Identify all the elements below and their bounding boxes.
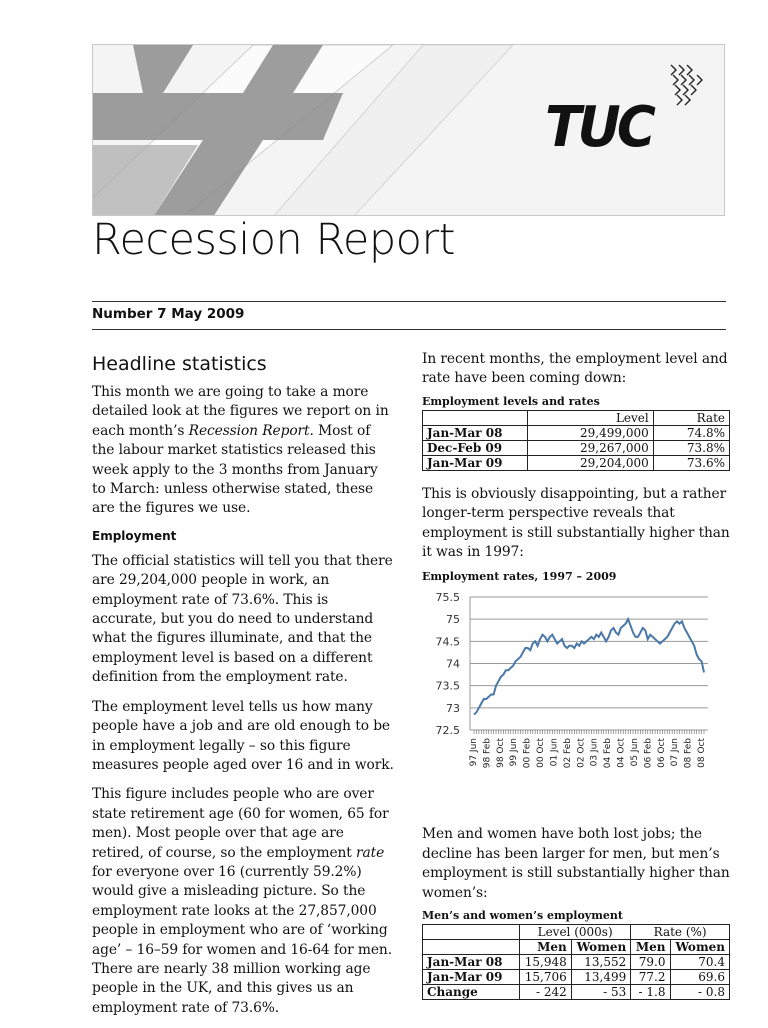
table-cell: 29,267,000 bbox=[528, 440, 654, 455]
table2-caption: Men’s and women’s employment bbox=[422, 909, 623, 923]
y-tick-label: 75 bbox=[446, 613, 460, 627]
table-header-row bbox=[423, 940, 730, 955]
table-header-cell: Men bbox=[520, 940, 572, 955]
x-tick-label: 97 Jun bbox=[469, 738, 479, 767]
y-tick-label: 73.5 bbox=[435, 680, 460, 694]
table-cell: 13,552 bbox=[571, 955, 630, 970]
employment-levels-table bbox=[422, 410, 730, 471]
table-header-cell: Women bbox=[571, 940, 630, 955]
logo-arrows bbox=[671, 65, 702, 105]
table-header-cell: Women bbox=[670, 940, 730, 955]
x-tick-label: 06 Feb bbox=[643, 738, 654, 769]
y-tick-label: 74 bbox=[446, 657, 460, 671]
bottom-rule bbox=[92, 329, 726, 330]
x-tick-label: 99 Jun bbox=[509, 738, 520, 767]
y-tick-label: 73 bbox=[446, 702, 460, 716]
paragraph-recent-months: In recent months, the employment level and rate have been coming down: bbox=[422, 351, 728, 387]
table-cell: Jan-Mar 09 bbox=[423, 970, 520, 985]
table-header-cell: Men bbox=[631, 940, 670, 955]
table-cell: 74.8% bbox=[653, 425, 729, 440]
x-tick-label: 98 Feb bbox=[482, 738, 493, 769]
employment-rate-chart bbox=[422, 591, 730, 801]
x-tick-label: 03 Jun bbox=[589, 738, 600, 767]
table-header-cell: Rate bbox=[653, 410, 729, 425]
issue-number: Number 7 May 2009 bbox=[92, 306, 245, 322]
intro-paragraph: This month we are going to take a more detailed look at the figures we report on in each month’s Recession Report. Most of the labour market statistics released this week apply to the 3 months from January to March: unless otherwise stated, these are the figures we use. bbox=[92, 384, 389, 517]
table-cell: Jan-Mar 08 bbox=[423, 955, 520, 970]
table-row bbox=[423, 440, 730, 455]
paragraph-men-women: Men and women have both lost jobs; the decline has been larger for men, but men’s employment is still substantially higher than women’s: bbox=[422, 826, 730, 901]
table-cell: 79.0 bbox=[631, 955, 670, 970]
table-cell: 77.2 bbox=[631, 970, 670, 985]
table-header-cell bbox=[423, 925, 520, 940]
table-cell: - 242 bbox=[520, 985, 572, 1000]
table-cell: - 53 bbox=[571, 985, 630, 1000]
table-row bbox=[423, 970, 730, 985]
table1-caption: Employment levels and rates bbox=[422, 394, 600, 408]
x-tick-label: 05 Jun bbox=[629, 738, 640, 767]
table-header-cell: Level bbox=[528, 410, 654, 425]
x-tick-label: 00 Oct bbox=[536, 738, 547, 769]
section-heading: Headline statistics bbox=[92, 353, 267, 375]
chart-svg bbox=[422, 591, 730, 801]
table-cell: Change bbox=[423, 985, 520, 1000]
x-tick-label: 04 Feb bbox=[603, 738, 614, 769]
table-header-row bbox=[423, 410, 730, 425]
employment-subheading: Employment bbox=[92, 528, 177, 543]
x-tick-label: 98 Oct bbox=[495, 738, 506, 769]
x-tick-label: 02 Feb bbox=[562, 738, 573, 769]
paragraph-employment-level: The employment level tells us how many people have a job and are old enough to be in employment legally – so this figure measures people aged over 16 and in work. bbox=[92, 698, 394, 773]
table-row bbox=[423, 425, 730, 440]
paragraph-retirement-age: This figure includes people who are over state retirement age (60 for women, 65 for men). Most people over that age are retired, of course, so the employment rate for everyone over 16 (currently 59.2%) would give a misleading picture. So the employment rate looks at the 27,857,000 people in employment who are of ‘working age’ – 16–59 for women and 16-64 for men. There are nearly 38 million working age people in the UK, and this gives us an employment rate of 73.6%. bbox=[92, 786, 393, 1016]
table-cell: 13,499 bbox=[571, 970, 630, 985]
table-row bbox=[423, 455, 730, 470]
table-header-cell: Level (000s) bbox=[520, 925, 631, 940]
table-header-cell: Rate (%) bbox=[631, 925, 730, 940]
table-header-row bbox=[423, 925, 730, 940]
table-header-cell bbox=[423, 410, 528, 425]
table-cell: Jan-Mar 09 bbox=[423, 455, 528, 470]
y-tick-label: 74.5 bbox=[435, 635, 460, 649]
employment-rate-series-line bbox=[474, 620, 704, 715]
table-cell: 15,706 bbox=[520, 970, 572, 985]
table-row bbox=[423, 955, 730, 970]
table-cell: 73.8% bbox=[653, 440, 729, 455]
tuc-logo: TUC bbox=[545, 95, 653, 160]
y-tick-label: 72.5 bbox=[435, 724, 460, 738]
x-tick-label: 08 Oct bbox=[697, 738, 707, 769]
table-cell: 15,948 bbox=[520, 955, 572, 970]
x-tick-label: 00 Feb bbox=[522, 738, 533, 769]
table-row bbox=[423, 985, 730, 1000]
report-title: Recession Report bbox=[92, 215, 456, 265]
x-tick-label: 07 Jun bbox=[670, 738, 681, 767]
table-cell: 29,499,000 bbox=[528, 425, 654, 440]
table-cell: - 0.8 bbox=[670, 985, 730, 1000]
paragraph-longer-term: This is obviously disappointing, but a rather longer-term perspective reveals that employment is still substantially higher than it was in 1997: bbox=[422, 485, 730, 561]
table-cell: 69.6 bbox=[670, 970, 730, 985]
left-column bbox=[92, 353, 394, 1028]
table-cell: - 1.8 bbox=[631, 985, 670, 1000]
y-tick-label: 75.5 bbox=[435, 591, 460, 605]
men-women-employment-table bbox=[422, 924, 730, 1000]
x-tick-label: 08 Feb bbox=[683, 738, 694, 769]
x-tick-label: 06 Oct bbox=[656, 738, 667, 769]
chart-caption: Employment rates, 1997 – 2009 bbox=[422, 570, 617, 584]
table-cell: 73.6% bbox=[653, 455, 729, 470]
table-cell: 29,204,000 bbox=[528, 455, 654, 470]
table-cell: Dec-Feb 09 bbox=[423, 440, 528, 455]
x-tick-label: 01 Jun bbox=[549, 738, 560, 767]
paragraph-official-statistics: The official statistics will tell you that there are 29,204,000 people in work, an employment rate of 73.6%. This is accurate, but you do need to understand what the figures illuminate, and that the employment level is based on a different definition from the employment rate. bbox=[92, 552, 393, 686]
x-tick-label: 04 Oct bbox=[616, 738, 627, 769]
top-rule bbox=[92, 301, 726, 302]
table-cell: Jan-Mar 08 bbox=[423, 425, 528, 440]
table-header-cell bbox=[423, 940, 520, 955]
right-column bbox=[422, 350, 730, 1000]
x-tick-label: 02 Oct bbox=[576, 738, 587, 769]
table-cell: 70.4 bbox=[670, 955, 730, 970]
header-banner bbox=[92, 44, 725, 216]
